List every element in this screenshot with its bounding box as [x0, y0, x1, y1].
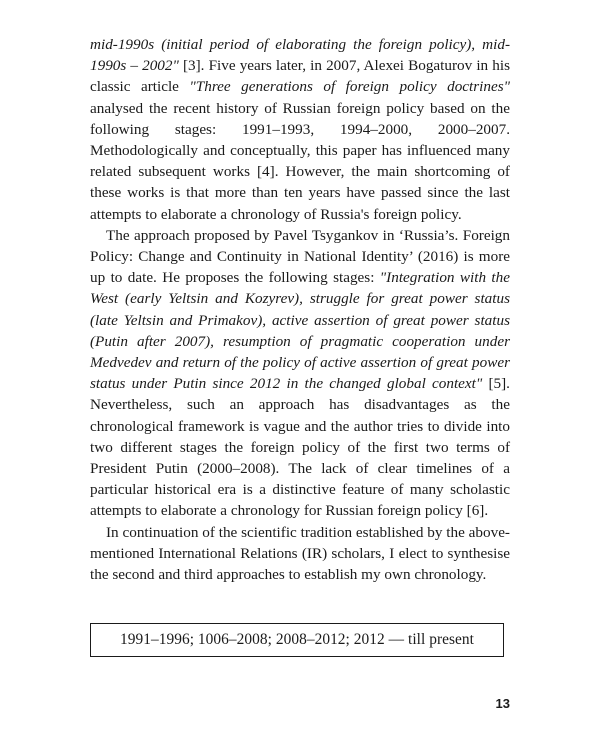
- paragraph-1: [90, 34, 510, 225]
- text-segment: [3]. Five years later, in 2007, Alexei Bogaturov in his classic article: [90, 57, 510, 96]
- text-segment: mid-1990s (initial period of elaborating the foreign policy), mid-1990s – 2002": [90, 36, 510, 75]
- text-segment: "Integration with the West (early Yeltsin and Kozyrev), struggle for great power status (late Yeltsin and Primakov), active assertion of great power status (Putin after 2007), resumption of pragmatic cooperation under Medvedev and return of the policy of active assertion of great power status under Putin since 2012 in the changed global context": [90, 269, 510, 393]
- text-segment: In continuation of the scientific tradition established by the above-mentioned International Relations (IR) scholars, I elect to synthesise the second and third approaches to establish my own chronology.: [90, 523, 510, 584]
- text-segment: analysed the recent history of Russian foreign policy based on the following stages: 1991–1993, 1994–2000, 2000–2007. Methodologically and conceptually, this paper has influenced many related subsequent works [4]. However, the main shortcoming of these works is that more than ten years have passed since the last attempts to elaborate a chronology of Russia's foreign policy.: [90, 99, 510, 223]
- paragraph-3: [90, 522, 510, 586]
- text-segment: "Three generations of foreign policy doctrines": [189, 78, 510, 96]
- page-body: [90, 34, 510, 585]
- text-segment: [5]. Nevertheless, such an approach has disadvantages as the chronological framework is vague and the author tries to divide into two different stages the foreign policy of the first two terms of President Putin (2000–2008). The lack of clear timelines of a particular historical era is a distinctive feature of many scholastic attempts to elaborate a chronology for Russian foreign policy [6].: [90, 375, 510, 520]
- paragraph-2: [90, 225, 510, 522]
- text-segment: The approach proposed by Pavel Tsygankov in ‘Russia’s. Foreign Policy: Change and Continuity in National Identity’ (2016) is more up to date. He proposes the following stages:: [90, 226, 510, 287]
- page-number: 13: [495, 696, 510, 711]
- chronology-box: 1991–1996; 1006–2008; 2008–2012; 2012 — till present: [90, 623, 504, 657]
